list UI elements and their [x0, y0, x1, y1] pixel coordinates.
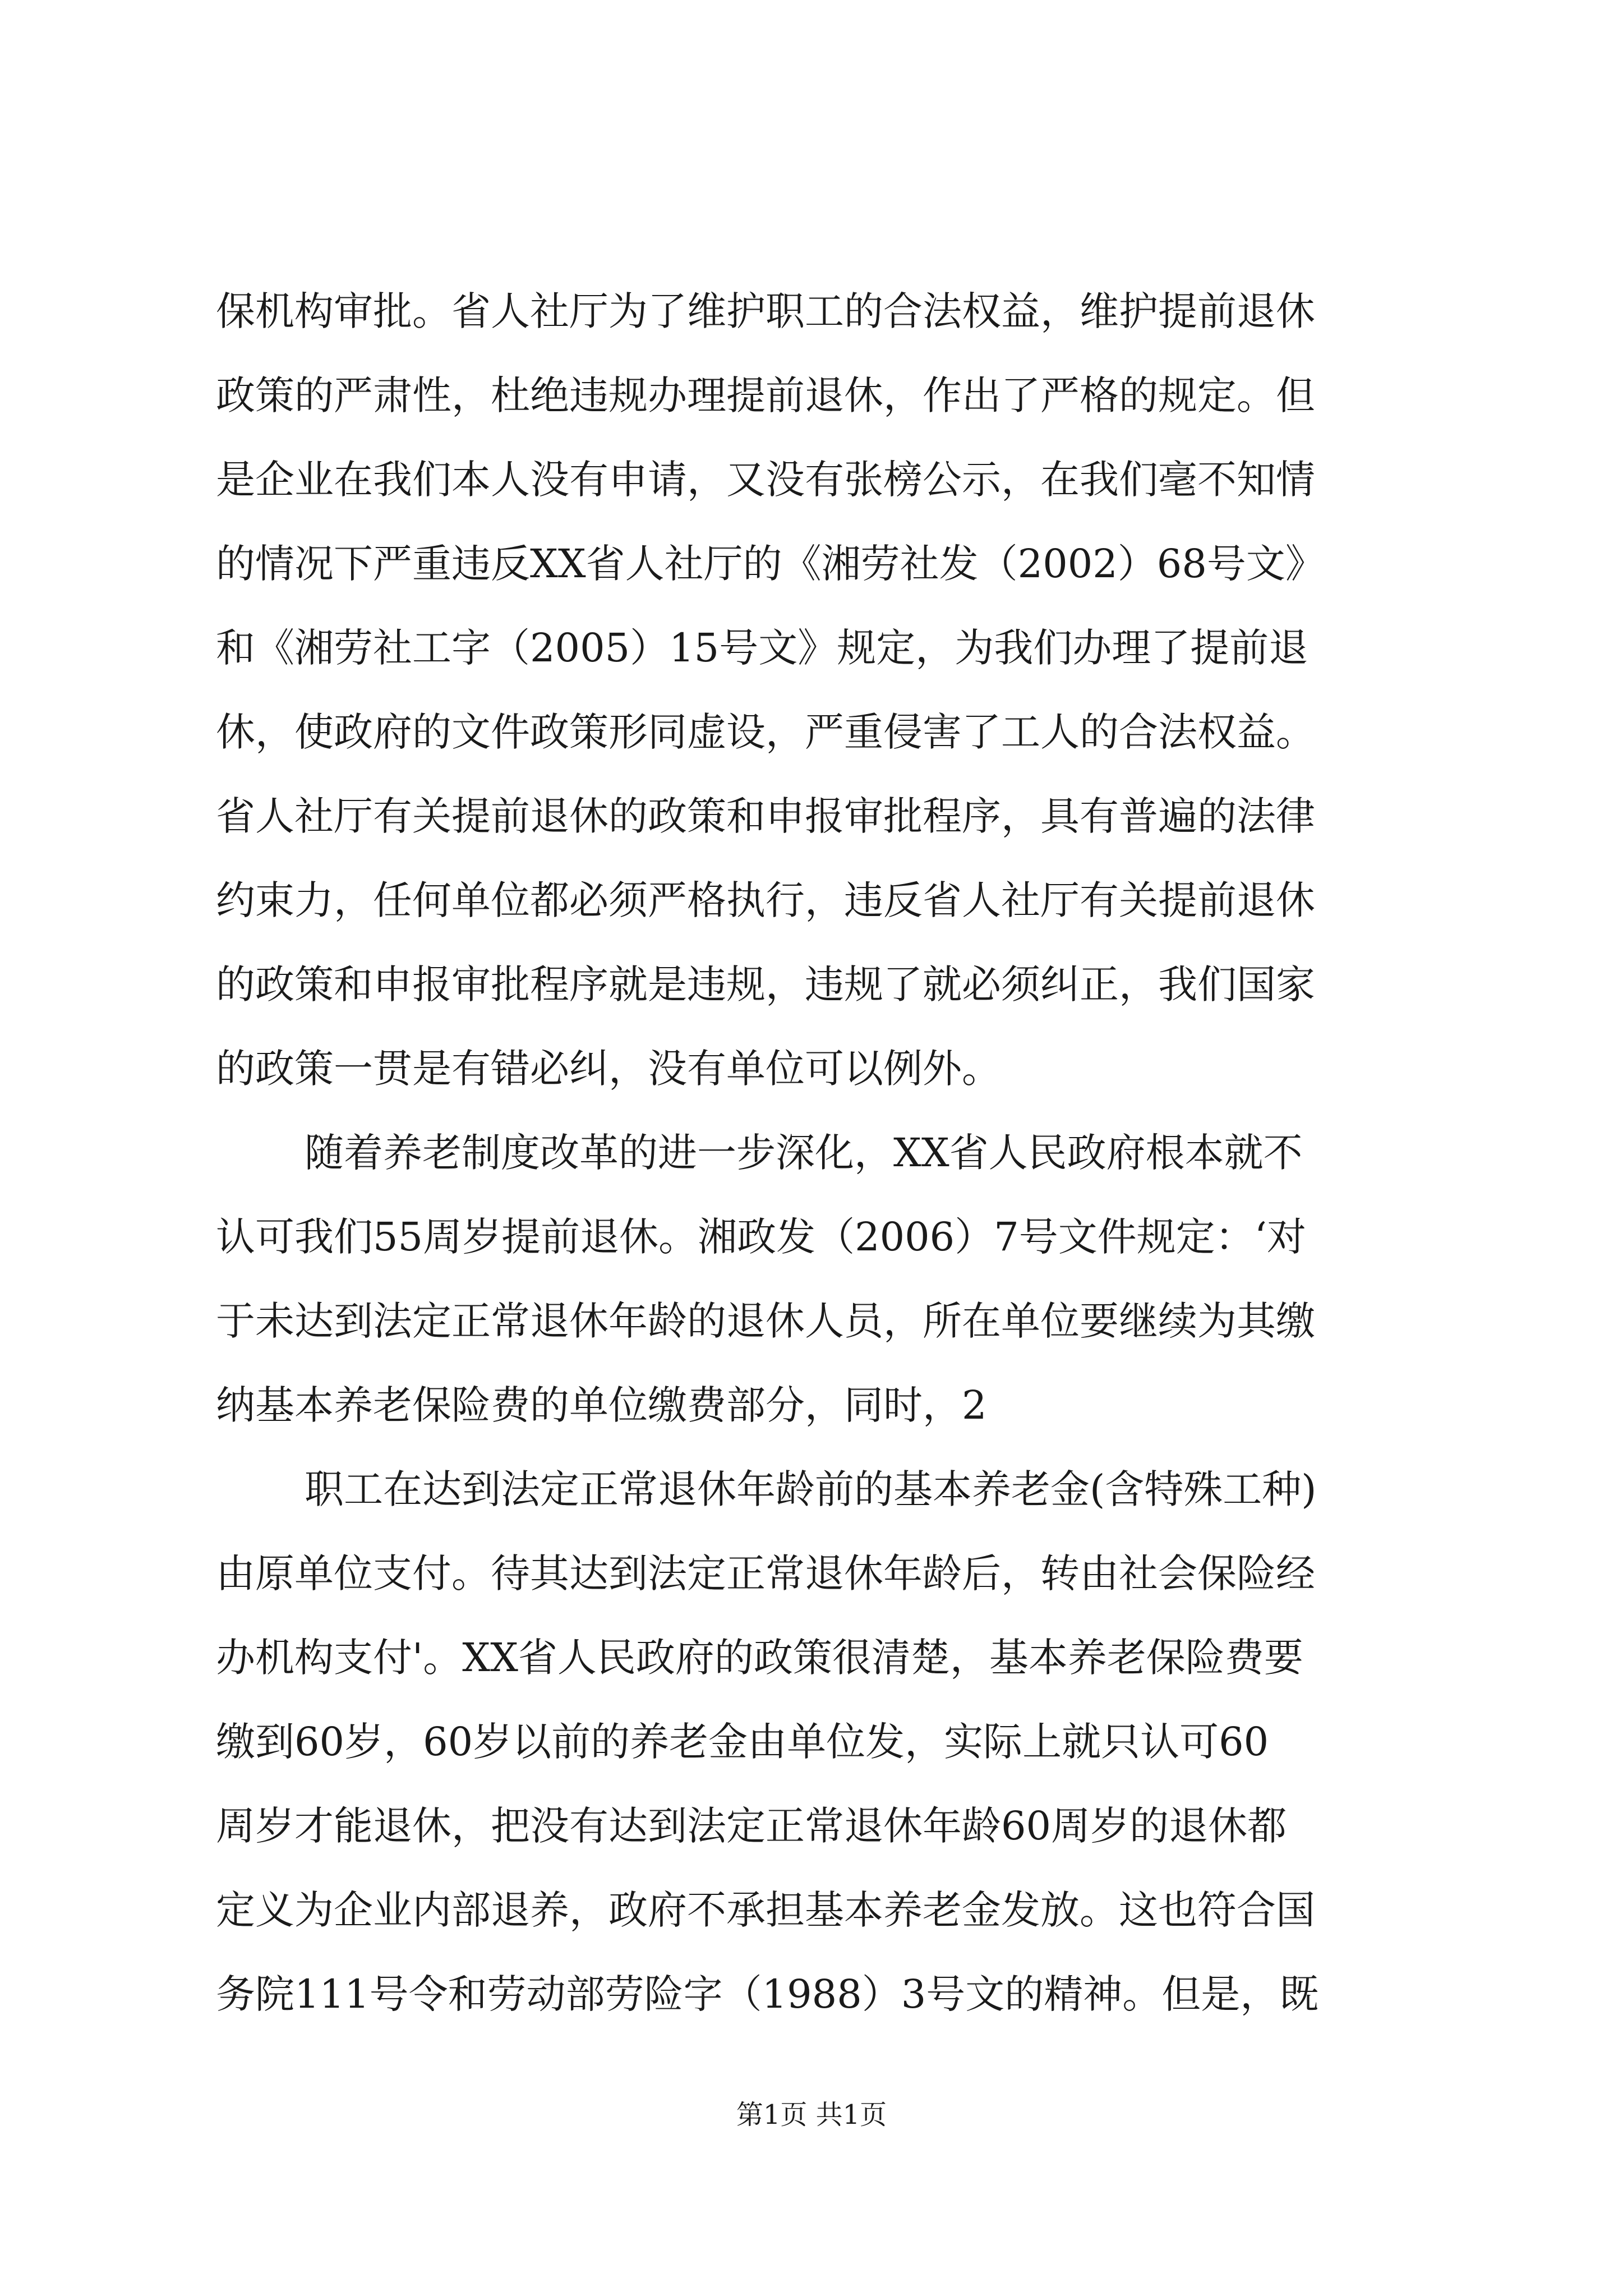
text-line: 休，使政府的文件政策形同虚设，严重侵害了工人的合法权益。	[216, 709, 1315, 755]
text-line: 由原单位支付。待其达到法定正常退休年龄后，转由社会保险经	[216, 1550, 1315, 1596]
text-line: 纳基本养老保险费的单位缴费部分，同时，2	[216, 1382, 987, 1428]
text-line: 是企业在我们本人没有申请，又没有张榜公示，在我们毫不知情	[216, 457, 1315, 503]
text-line: 的政策一贯是有错必纠，没有单位可以例外。	[216, 1046, 1001, 1092]
paragraph-first-line: 随着养老制度改革的进一步深化，XX省人民政府根本就不	[305, 1130, 1303, 1176]
text-line: 省人社厅有关提前退休的政策和申报审批程序，具有普遍的法律	[216, 793, 1315, 839]
text-line: 和《湘劳社工字（2005）15号文》规定，为我们办理了提前退	[216, 625, 1308, 671]
text-line: 定义为企业内部退养，政府不承担基本养老金发放。这也符合国	[216, 1887, 1315, 1933]
text-line: 缴到60岁，60岁以前的养老金由单位发，实际上就只认可60	[216, 1719, 1269, 1765]
text-line: 办机构支付'。XX省人民政府的政策很清楚，基本养老保险费要	[216, 1635, 1303, 1681]
text-line: 周岁才能退休，把没有达到法定正常退休年龄60周岁的退休都	[216, 1803, 1287, 1849]
text-line: 保机构审批。省人社厅为了维护职工的合法权益，维护提前退休	[216, 288, 1315, 334]
text-line: 约束力，任何单位都必须严格执行，违反省人社厅有关提前退休	[216, 877, 1315, 923]
text-line: 认可我们55周岁提前退休。湘政发（2006）7号文件规定：‘对	[216, 1214, 1307, 1260]
text-line: 于未达到法定正常退休年龄的退休人员，所在单位要继续为其缴	[216, 1298, 1315, 1344]
page-footer	[0, 2098, 1623, 2132]
page-number-label: 第1页 共1页	[736, 2099, 887, 2131]
paragraph-first-line: 职工在达到法定正常退休年龄前的基本养老金(含特殊工种)	[305, 1466, 1317, 1512]
document-body	[216, 269, 1467, 2036]
text-line: 政策的严肃性，杜绝违规办理提前退休，作出了严格的规定。但	[216, 372, 1315, 418]
text-line: 务院111号令和劳动部劳险字（1988）3号文的精神。但是，既	[216, 1971, 1319, 2017]
text-line: 的政策和申报审批程序就是违规，违规了就必须纠正，我们国家	[216, 961, 1315, 1007]
text-line: 的情况下严重违反XX省人社厅的《湘劳社发（2002）68号文》	[216, 541, 1325, 587]
